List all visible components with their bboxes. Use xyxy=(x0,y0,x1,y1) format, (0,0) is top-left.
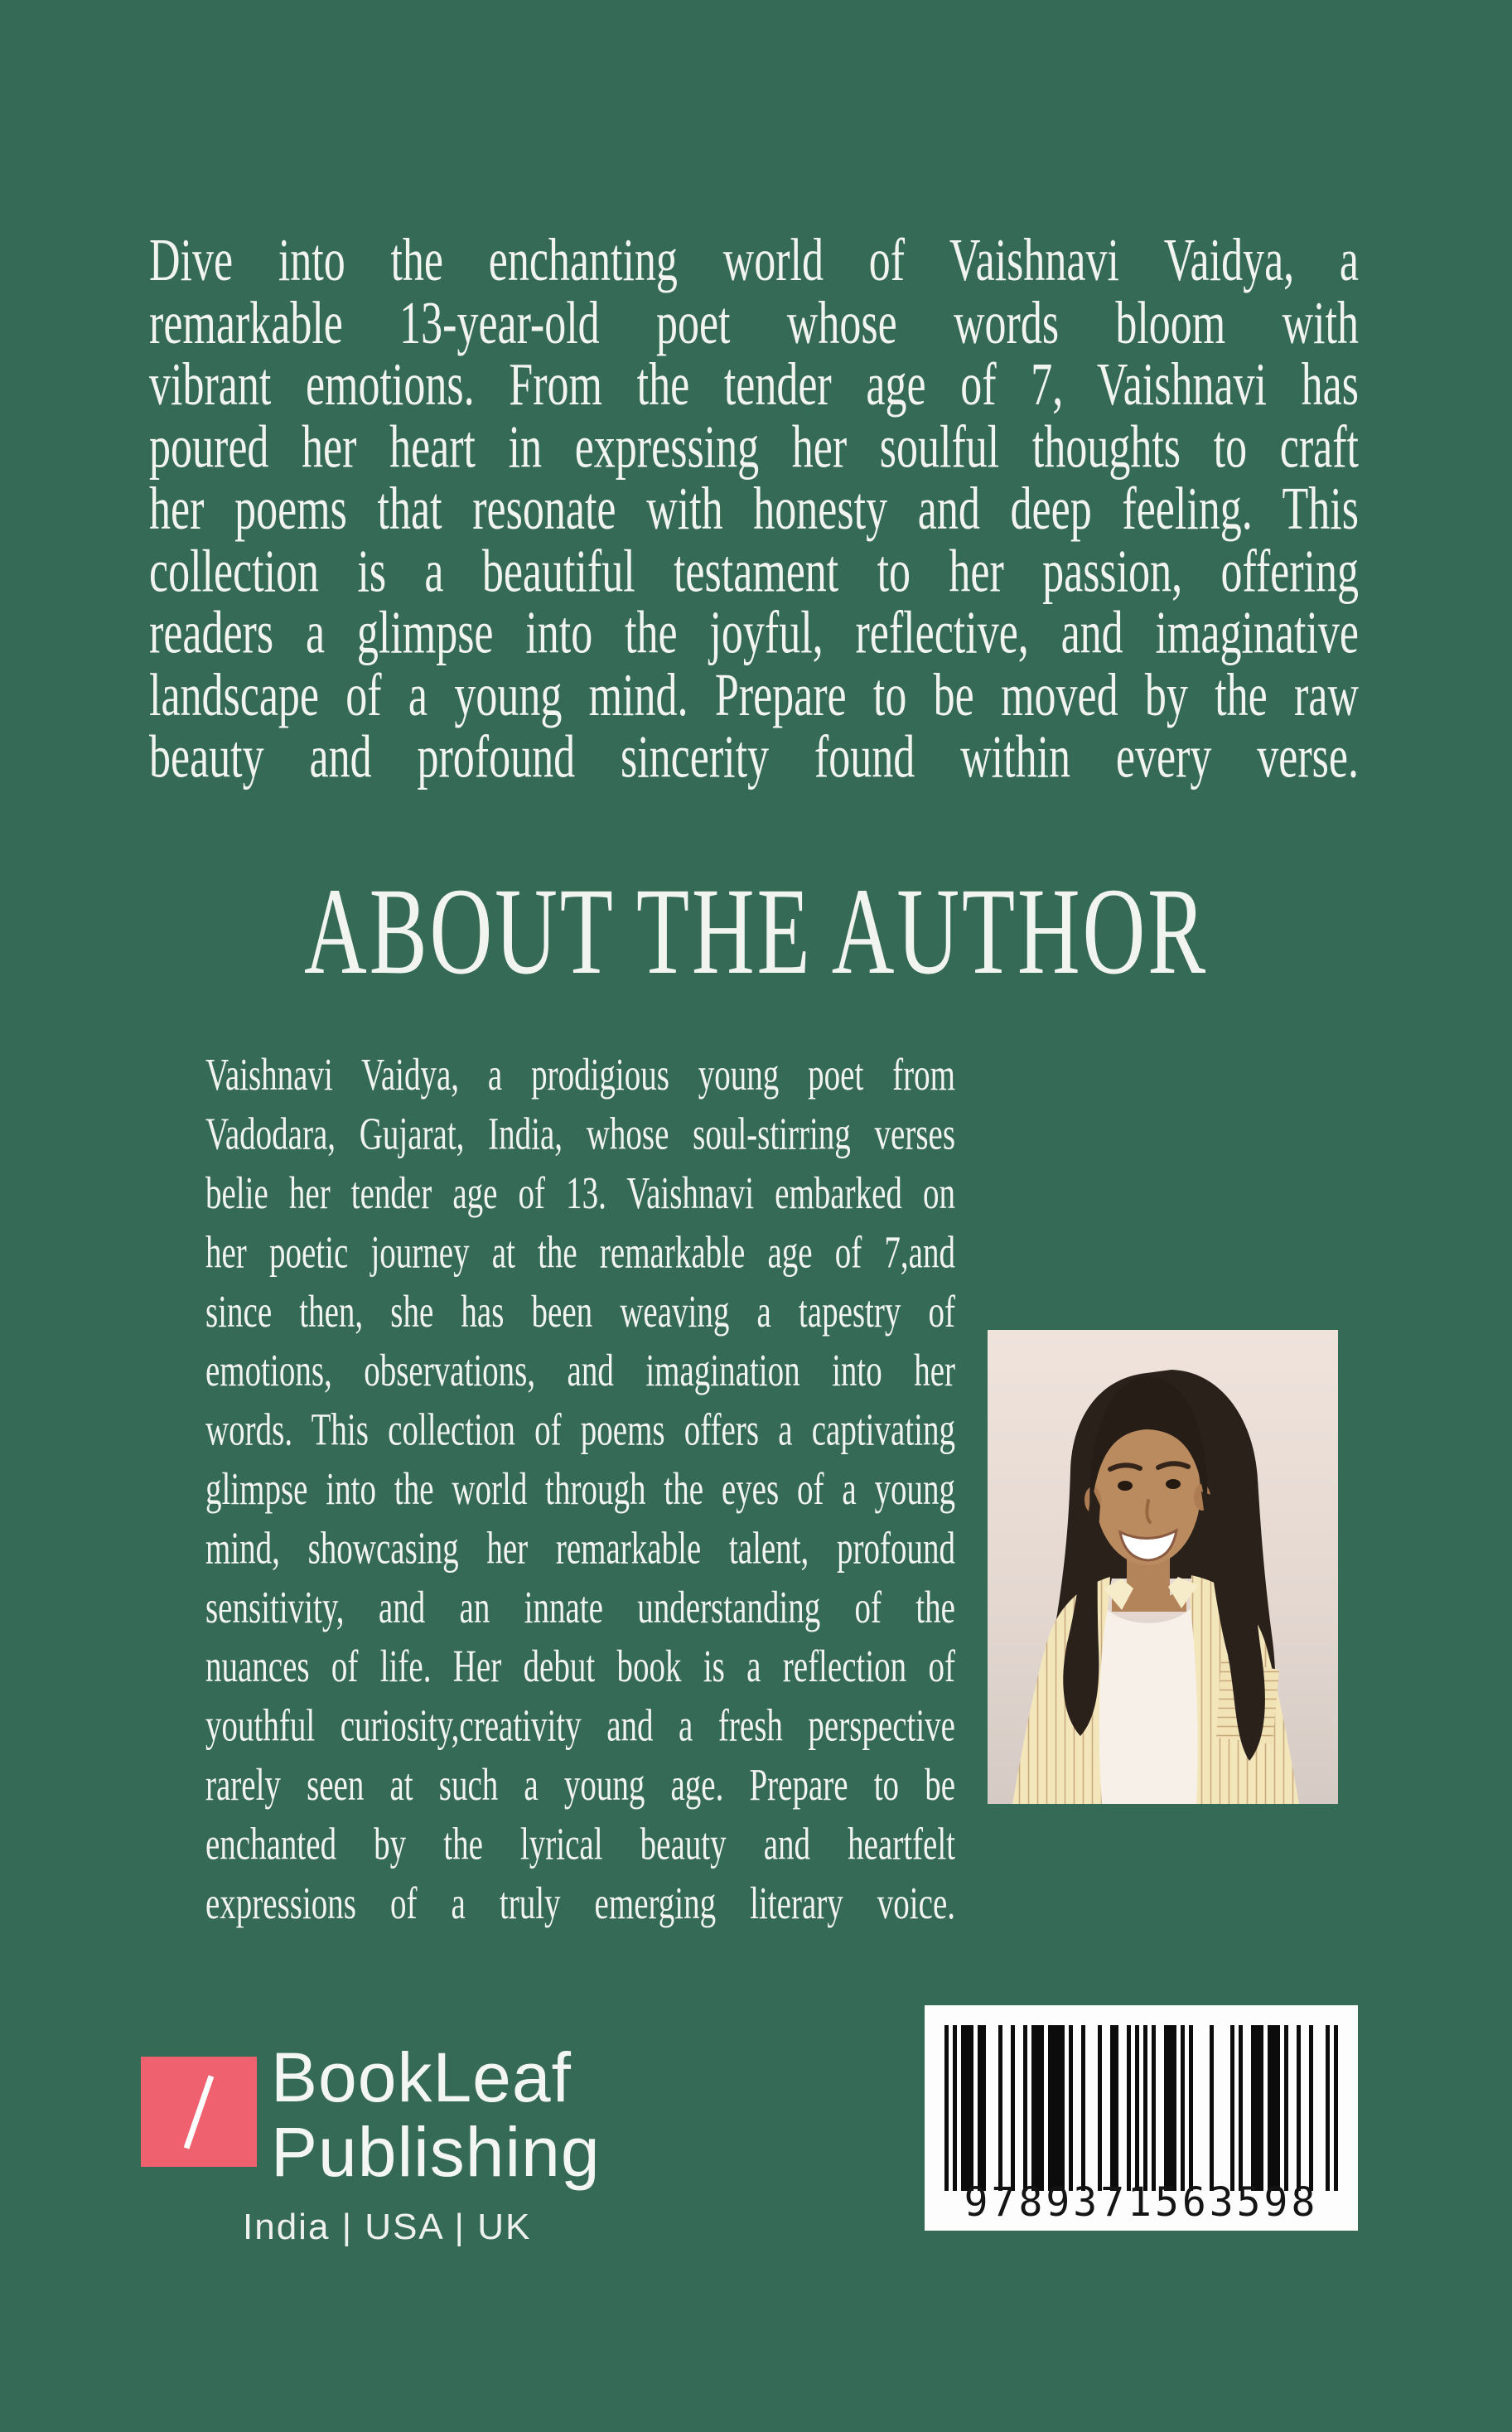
publisher-name-line2: Publishing xyxy=(271,2113,601,2191)
eye-right xyxy=(1166,1479,1181,1489)
text-line: collection is a beautiful testament to her passion, offering xyxy=(149,538,1359,605)
barcode-bar xyxy=(1284,2025,1288,2191)
text-line: since then, she has been weaving a tapestry of xyxy=(205,1287,955,1337)
text-line: enchanted by the lyrical beauty and heartfelt xyxy=(205,1819,955,1869)
text-line: readers a glimpse into the joyful, reflective, and imaginative xyxy=(149,600,1359,667)
barcode-bar xyxy=(953,2025,957,2191)
isbn-number: 9789371563598 xyxy=(964,2179,1319,2226)
eye-left xyxy=(1118,1481,1133,1491)
text-line: landscape of a young mind. Prepare to be moved by the raw xyxy=(149,662,1359,729)
text-line: belie her tender age of 13. Vaishnavi embarked on xyxy=(205,1168,955,1219)
barcode-bar xyxy=(961,2025,973,2191)
text-line: remarkable 13-year-old poet whose words bloom with xyxy=(149,290,1359,356)
barcode-bar xyxy=(1031,2025,1044,2191)
barcode-bar xyxy=(1081,2025,1085,2191)
barcode-bar xyxy=(1135,2025,1139,2191)
publisher-name-line1: BookLeaf xyxy=(271,2038,572,2116)
barcode-bar xyxy=(1268,2025,1280,2191)
barcode-bar xyxy=(1127,2025,1131,2191)
text-line: beauty and profound sincerity found within every verse. xyxy=(149,724,1359,791)
text-line: poured her heart in expressing her soulful thoughts to craft xyxy=(149,413,1359,481)
barcode-bar xyxy=(978,2025,986,2191)
publisher-regions: India | USA | UK xyxy=(243,2207,532,2247)
text-line: emotions, observations, and imagination into her xyxy=(205,1346,955,1396)
about-the-author-heading: ABOUT THE AUTHOR xyxy=(304,863,1208,1000)
barcode-bar xyxy=(1334,2025,1338,2191)
text-line: sensitivity, and an innate understanding of the xyxy=(205,1583,955,1633)
text-line: glimpse into the world through the eyes of a young xyxy=(205,1464,955,1515)
barcode-bar xyxy=(1210,2025,1214,2191)
barcode-bar xyxy=(1189,2025,1193,2191)
author-photo-illustration xyxy=(988,1330,1338,1804)
text-line: her poetic journey at the remarkable age of 7,and xyxy=(205,1227,955,1278)
publisher-name xyxy=(271,2040,601,2189)
bookleaf-logo-square xyxy=(141,2057,257,2167)
text-line: Vaishnavi Vaidya, a prodigious young poet from xyxy=(205,1050,955,1100)
text-line: Vadodara, Gujarat, India, whose soul-stirring verses xyxy=(205,1110,955,1160)
barcode-bar xyxy=(1098,2025,1102,2191)
text-line: youthful curiosity,creativity and a fresh perspective xyxy=(205,1701,955,1752)
barcode-bar xyxy=(1069,2025,1073,2191)
intro-paragraph xyxy=(149,230,1359,789)
barcode-bar xyxy=(1048,2025,1065,2191)
author-photo xyxy=(988,1330,1338,1804)
text-line: Dive into the enchanting world of Vaishnavi Vaidya, a xyxy=(149,228,1359,294)
barcode-bar xyxy=(1297,2025,1301,2191)
barcode-bar xyxy=(1181,2025,1185,2191)
logo-slash-icon xyxy=(184,2075,215,2149)
barcode-bar xyxy=(944,2025,949,2191)
barcode-bar xyxy=(998,2025,1002,2191)
barcode-bar xyxy=(1110,2025,1118,2191)
barcode-bar xyxy=(1239,2025,1243,2191)
text-line: her poems that resonate with honesty and deep feeling. This xyxy=(149,476,1359,543)
author-bio-paragraph xyxy=(205,1046,955,1933)
text-line: mind, showcasing her remarkable talent, profound xyxy=(205,1523,955,1574)
barcode-bar xyxy=(1152,2025,1156,2191)
barcode-bar xyxy=(1011,2025,1015,2191)
barcode-bar xyxy=(1230,2025,1234,2191)
text-line: nuances of life. Her debut book is a reflection of xyxy=(205,1641,955,1692)
barcode-bar xyxy=(1143,2025,1147,2191)
isbn-barcode xyxy=(925,2005,1358,2231)
barcode-bar xyxy=(1023,2025,1027,2191)
barcode-bar xyxy=(1309,2025,1313,2191)
barcode-bar xyxy=(1326,2025,1330,2191)
text-line: words. This collection of poems offers a captivating xyxy=(205,1405,955,1456)
text-line: vibrant emotions. From the tender age of 7, Vaishnavi has xyxy=(149,352,1359,418)
text-line: expressions of a truly emerging literary voice. xyxy=(205,1878,955,1929)
barcode-bar xyxy=(1164,2025,1176,2191)
text-line: rarely seen at such a young age. Prepare to be xyxy=(205,1760,955,1811)
barcode-bar xyxy=(1251,2025,1263,2191)
